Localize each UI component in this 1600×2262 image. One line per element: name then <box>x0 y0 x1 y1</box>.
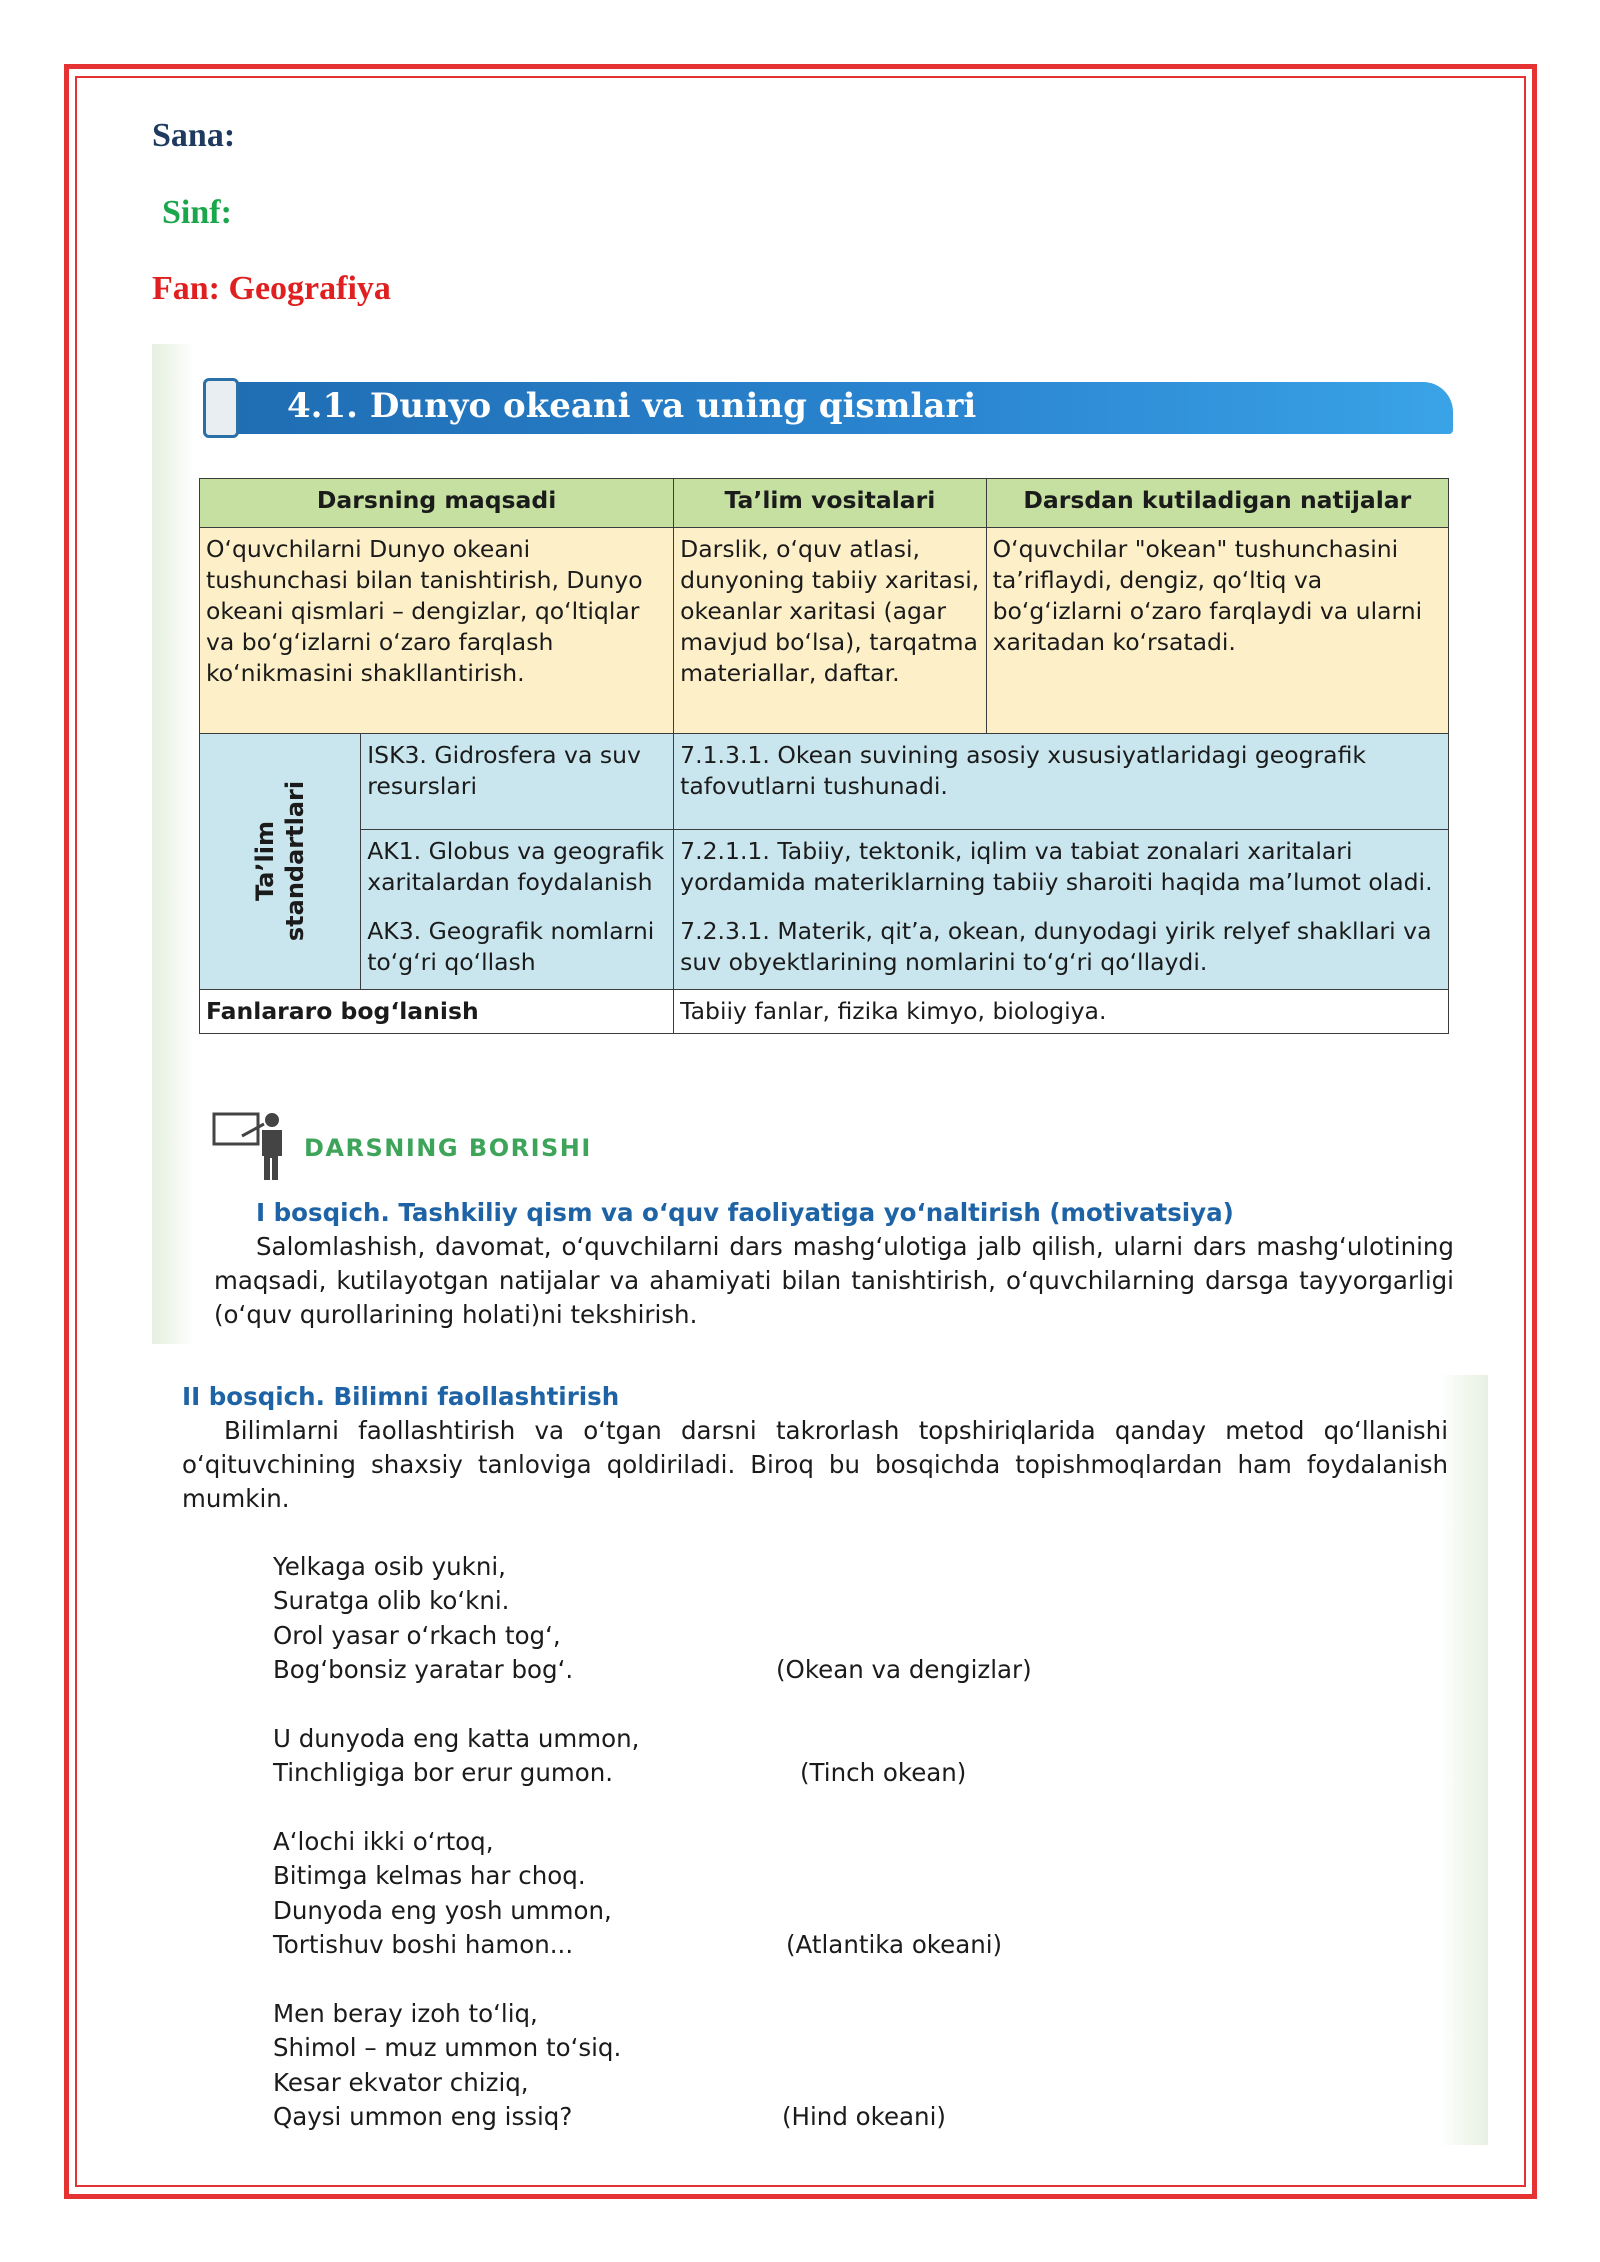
riddle-line: Bog‘bonsiz yaratar bog‘. <box>273 1655 574 1684</box>
standard-desc: 7.1.3.1. Okean suvining asosiy xususiyatlaridagi geografik tafovutlarni tushunadi. <box>674 734 1449 830</box>
teacher-board-icon <box>212 1110 292 1182</box>
riddle-answer: (Atlantika okeani) <box>786 1930 1003 1959</box>
subject-label: Fan: Geografiya <box>152 270 391 307</box>
results-cell: O‘quvchilar "okean" tushunchasini ta’riflaydi, dengiz, qo‘ltiq va bo‘g‘izlarni o‘zaro farqlaydi va ularni xaritadan ko‘rsatadi. <box>986 528 1448 734</box>
lesson-title: 4.1. Dunyo okeani va uning qismlari <box>287 386 977 426</box>
date-label: Sana: <box>152 117 236 154</box>
riddle-line: Kesar ekvator chiziq, <box>273 2068 529 2097</box>
stage2-text: Bilimlarni faollashtirish va o‘tgan darsni takrorlash topshiriqlarida qanday metod qo‘llanishi o‘qituvchining shaxsiy tanloviga qoldiriladi. Biroq bu bosqichda topishmoqlardan ham foydalanish mumkin. <box>182 1416 1448 1513</box>
interdisciplinary-value: Tabiiy fanlar, fizika kimyo, biologiya. <box>674 990 1449 1034</box>
riddle-line: Shimol – muz ummon to‘siq. <box>273 2033 622 2062</box>
stage1-title: I bosqich. Tashkiliy qism va o‘quv faoliyatiga yo‘naltirish (motivatsiya) <box>256 1198 1234 1227</box>
riddle-answer: (Tinch okean) <box>800 1758 967 1787</box>
standards-label: Ta’lim standartlari <box>251 780 310 942</box>
interdisciplinary-label: Fanlararo bog‘lanish <box>200 990 674 1034</box>
riddle-line: Yelkaga osib yukni, <box>273 1552 506 1581</box>
riddle-line: Dunyoda eng yosh ummon, <box>273 1896 612 1925</box>
riddle-line: Tinchligiga bor erur gumon. <box>273 1758 614 1787</box>
riddle-answer: (Hind okeani) <box>782 2102 946 2131</box>
standard-code: AK3. Geografik nomlarni to‘g‘ri qo‘llash <box>361 910 674 990</box>
header-goal: Darsning maqsadi <box>200 479 674 528</box>
goal-cell: O‘quvchilarni Dunyo okeani tushunchasi bilan tanishtirish, Dunyo okeani qismlari – dengizlar, qo‘ltiqlar va bo‘g‘izlarni o‘zaro farqlash ko‘nikmasini shakllantirish. <box>200 528 674 734</box>
standard-desc: 7.2.3.1. Materik, qit’a, okean, dunyodagi yirik relyef shakllari va suv obyektlarining nomlarini to‘g‘ri qo‘llaydi. <box>674 910 1449 990</box>
tools-cell: Darslik, o‘quv atlasi, dunyoning tabiiy xaritasi, okeanlar xaritasi (agar mavjud bo‘lsa), tarqatma materiallar, daftar. <box>674 528 986 734</box>
stage2-title: II bosqich. Bilimni faollashtirish <box>182 1382 620 1411</box>
class-label: Sinf: <box>162 194 232 231</box>
lesson-banner <box>203 380 1453 436</box>
lesson-flow-label: DARSNING BORISHI <box>304 1134 592 1162</box>
standard-code: ISK3. Gidrosfera va suv resurslari <box>361 734 674 830</box>
decor-strip-left <box>152 344 194 1344</box>
riddle-line: A‘lochi ikki o‘rtoq, <box>273 1827 494 1856</box>
riddle-answer: (Okean va dengizlar) <box>776 1655 1032 1684</box>
riddle-line: Men beray izoh to‘liq, <box>273 1999 538 2028</box>
header-tools: Ta’lim vositalari <box>674 479 986 528</box>
lesson-plan-table <box>199 478 1449 1034</box>
riddle-line: Bitimga kelmas har choq. <box>273 1861 586 1890</box>
riddle-line: Qaysi ummon eng issiq? <box>273 2102 573 2131</box>
riddle-line: Orol yasar o‘rkach tog‘, <box>273 1621 561 1650</box>
standards-label-cell <box>200 734 361 990</box>
lesson-banner-tab <box>203 378 239 438</box>
standard-desc: 7.2.1.1. Tabiiy, tektonik, iqlim va tabiat zonalari xaritalari yordamida materiklarning tabiiy sharoiti haqida ma’lumot oladi. <box>674 830 1449 910</box>
standard-code: AK1. Globus va geografik xaritalardan foydalanish <box>361 830 674 910</box>
riddle-line: Suratga olib ko‘kni. <box>273 1586 510 1615</box>
stage1-text: Salomlashish, davomat, o‘quvchilarni dars mashg‘ulotiga jalb qilish, ularni dars mashg‘ulotining maqsadi, kutilayotgan natijalar va ahamiyati bilan tanishtirish, o‘quvchilarning darsga tayyorgarligi (o‘quv qurollarining holati)ni tekshirish. <box>214 1232 1454 1329</box>
riddle-line: U dunyoda eng katta ummon, <box>273 1724 640 1753</box>
riddle-line: Tortishuv boshi hamon... <box>273 1930 574 1959</box>
header-results: Darsdan kutiladigan natijalar <box>986 479 1448 528</box>
